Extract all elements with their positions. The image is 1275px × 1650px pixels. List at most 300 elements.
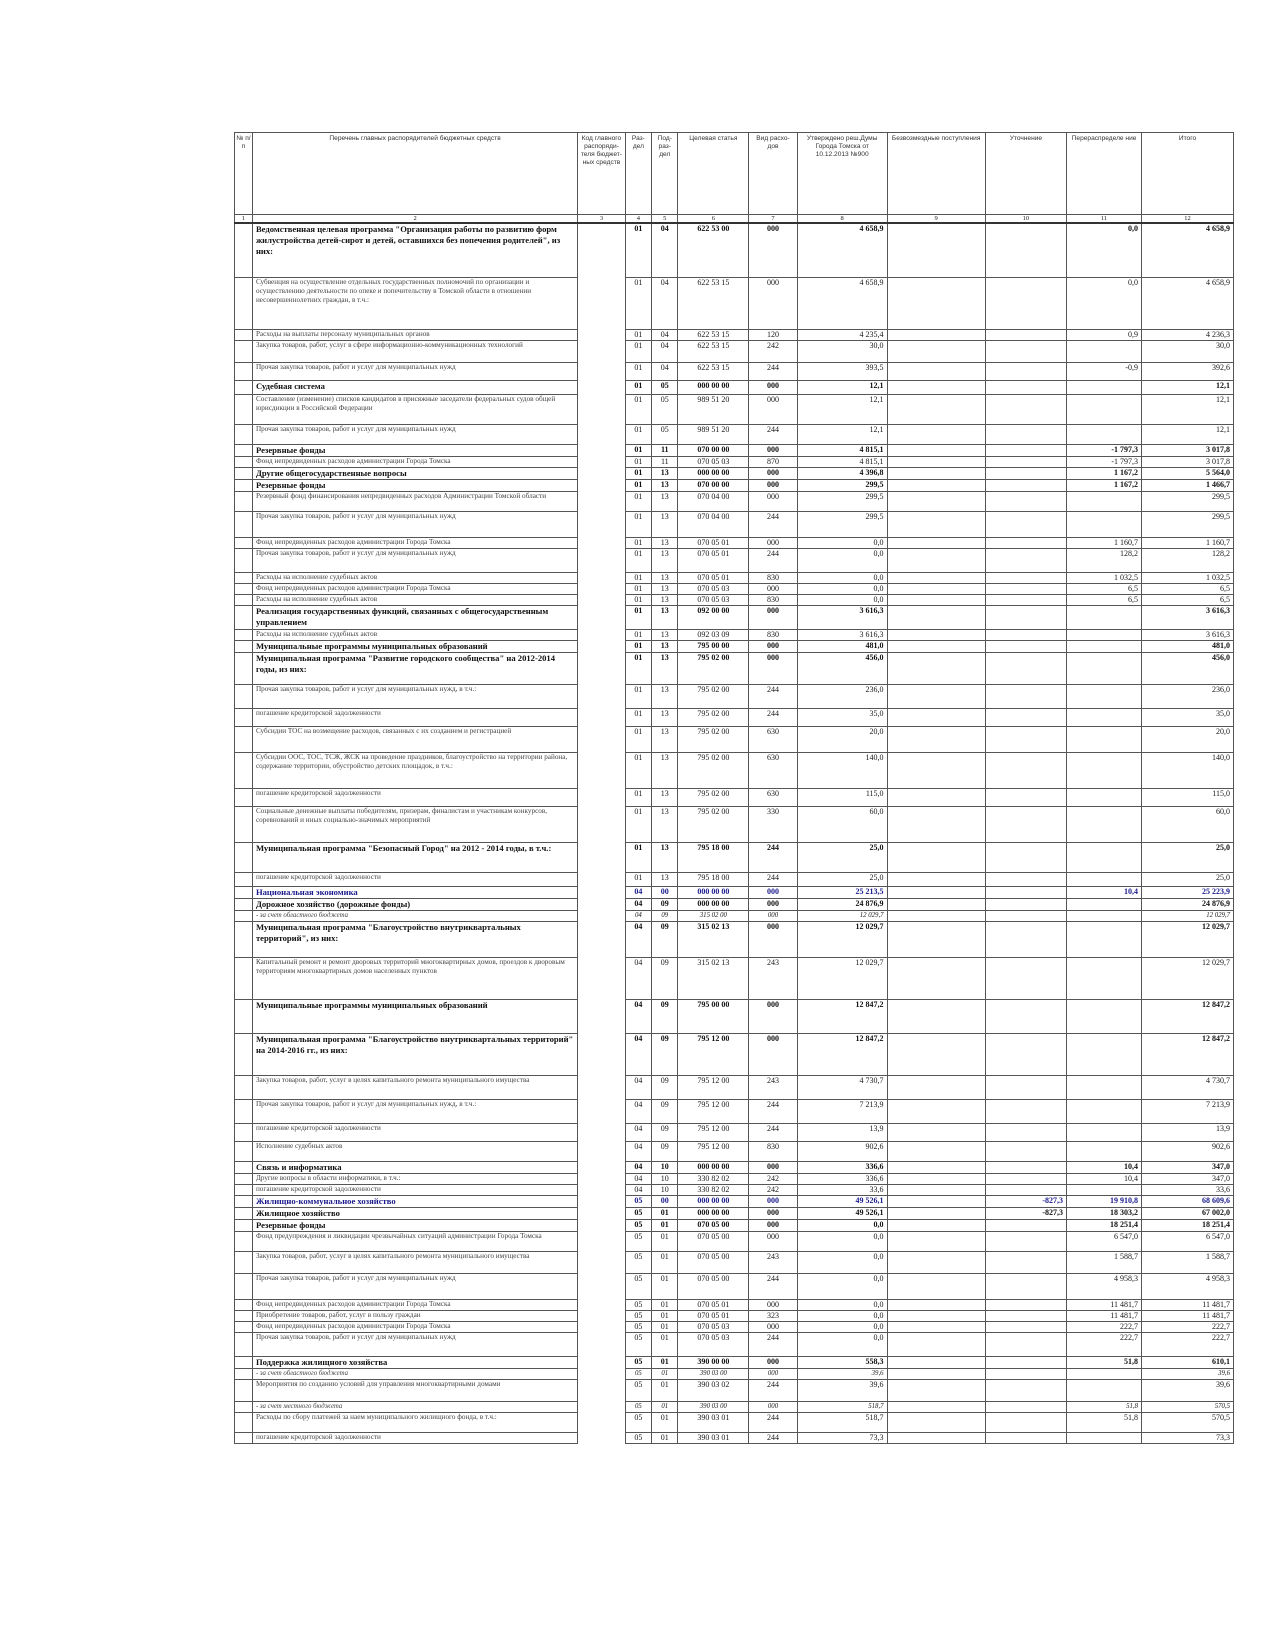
cell-expense-type: 000 [749, 1207, 798, 1219]
cell-approved: 60,0 [797, 806, 887, 842]
cell-subsection: 11 [652, 444, 678, 456]
cell-number [235, 456, 253, 467]
cell-grants [887, 1195, 985, 1207]
cell-subsection: 01 [652, 1207, 678, 1219]
cell-expense-type: 244 [749, 362, 798, 380]
colnum: 7 [749, 215, 798, 224]
cell-subsection: 01 [652, 1219, 678, 1231]
cell-name: Поддержка жилищного хозяйства [252, 1356, 577, 1368]
header-grants: Безвозмездные поступления [887, 133, 985, 215]
cell-total: 3 616,3 [1142, 629, 1234, 640]
cell-subsection: 05 [652, 424, 678, 444]
header-number: № п/п [235, 133, 253, 215]
cell-expense-type: 244 [749, 424, 798, 444]
cell-redistribution [1067, 1123, 1142, 1141]
cell-grbs-code [578, 1231, 626, 1251]
cell-subsection: 13 [652, 537, 678, 548]
cell-number [235, 1219, 253, 1231]
cell-name: Резервные фонды [252, 1219, 577, 1231]
cell-name: Муниципальная программа "Благоустройство внутриквартальных территорий" на 2014-2016 гг., из них: [252, 1033, 577, 1075]
cell-target-article: 000 00 00 [678, 1207, 749, 1219]
cell-total: 18 251,4 [1142, 1219, 1234, 1231]
cell-grants [887, 1332, 985, 1356]
cell-subsection: 04 [652, 340, 678, 362]
cell-approved: 4 815,1 [797, 444, 887, 456]
cell-approved: 4 815,1 [797, 456, 887, 467]
cell-name: Закупка товаров, работ, услуг в сфере информационно-коммуникационных технологий [252, 340, 577, 362]
cell-grants [887, 1141, 985, 1161]
cell-expense-type: 000 [749, 898, 798, 910]
cell-expense-type: 244 [749, 708, 798, 726]
cell-clarification [985, 1321, 1066, 1332]
cell-redistribution: -1 797,3 [1067, 444, 1142, 456]
cell-target-article: 795 02 00 [678, 752, 749, 788]
cell-subsection: 13 [652, 842, 678, 872]
cell-redistribution [1067, 910, 1142, 921]
budget-table [234, 132, 1234, 1444]
cell-section: 01 [625, 788, 651, 806]
cell-target-article: 795 02 00 [678, 788, 749, 806]
cell-expense-type: 000 [749, 1321, 798, 1332]
cell-name: Дорожное хозяйство (дорожные фонды) [252, 898, 577, 910]
cell-name: Расходы на исполнение судебных актов [252, 572, 577, 583]
cell-grbs-code [578, 999, 626, 1033]
table-row [235, 1321, 1234, 1332]
cell-number [235, 594, 253, 605]
cell-total: 60,0 [1142, 806, 1234, 842]
cell-name: Субвенция на осуществление отдельных государственных полномочий по организации и осуществлению деятельности по опеке и попечительству в Томской области в отношении несовершеннолетних граждан, в т.ч.: [252, 277, 577, 329]
cell-target-article: 795 02 00 [678, 708, 749, 726]
cell-grbs-code [578, 1195, 626, 1207]
cell-section: 01 [625, 572, 651, 583]
table-row [235, 1401, 1234, 1412]
cell-target-article: 390 00 00 [678, 1356, 749, 1368]
cell-number [235, 380, 253, 394]
cell-expense-type: 244 [749, 1332, 798, 1356]
cell-total: 3 017,8 [1142, 444, 1234, 456]
cell-section: 01 [625, 394, 651, 424]
cell-grbs-code [578, 424, 626, 444]
cell-expense-type: 000 [749, 910, 798, 921]
cell-target-article: 795 02 00 [678, 726, 749, 752]
cell-expense-type: 120 [749, 329, 798, 340]
cell-expense-type: 000 [749, 605, 798, 629]
cell-number [235, 1401, 253, 1412]
cell-subsection: 01 [652, 1432, 678, 1443]
cell-name: Прочая закупка товаров, работ и услуг для муниципальных нужд [252, 1332, 577, 1356]
cell-clarification [985, 999, 1066, 1033]
cell-expense-type: 244 [749, 1273, 798, 1299]
cell-grbs-code [578, 511, 626, 537]
cell-expense-type: 000 [749, 380, 798, 394]
cell-total: 68 609,6 [1142, 1195, 1234, 1207]
cell-expense-type: 830 [749, 572, 798, 583]
cell-clarification [985, 1412, 1066, 1432]
cell-clarification [985, 1273, 1066, 1299]
cell-clarification [985, 479, 1066, 491]
cell-approved: 39,6 [797, 1368, 887, 1379]
cell-grbs-code [578, 548, 626, 572]
cell-number [235, 583, 253, 594]
cell-grants [887, 999, 985, 1033]
cell-clarification [985, 362, 1066, 380]
cell-clarification [985, 842, 1066, 872]
table-row [235, 1184, 1234, 1195]
table-row [235, 886, 1234, 898]
table-row [235, 537, 1234, 548]
cell-name: Муниципальные программы муниципальных образований [252, 640, 577, 652]
cell-total: 7 213,9 [1142, 1099, 1234, 1123]
cell-grbs-code [578, 629, 626, 640]
cell-name: Другие общегосударственные вопросы [252, 467, 577, 479]
cell-total: 25,0 [1142, 872, 1234, 886]
cell-grants [887, 788, 985, 806]
cell-subsection: 13 [652, 684, 678, 708]
cell-grants [887, 957, 985, 999]
cell-section: 05 [625, 1207, 651, 1219]
cell-subsection: 13 [652, 652, 678, 684]
cell-subsection: 10 [652, 1161, 678, 1173]
cell-name: погашение кредиторской задолженности [252, 788, 577, 806]
cell-target-article: 070 04 00 [678, 511, 749, 537]
cell-name: Расходы на выплаты персоналу муниципальных органов [252, 329, 577, 340]
table-body [235, 223, 1234, 1443]
cell-name: Резервный фонд финансирования непредвиденных расходов Администрации Томской области [252, 491, 577, 511]
cell-number [235, 1123, 253, 1141]
cell-subsection: 09 [652, 1033, 678, 1075]
cell-clarification [985, 1401, 1066, 1412]
cell-clarification [985, 921, 1066, 957]
cell-total: 347,0 [1142, 1161, 1234, 1173]
cell-name: погашение кредиторской задолженности [252, 1432, 577, 1443]
table-row [235, 629, 1234, 640]
cell-redistribution [1067, 424, 1142, 444]
cell-grants [887, 1379, 985, 1401]
cell-grbs-code [578, 1368, 626, 1379]
cell-approved: 12,1 [797, 424, 887, 444]
colnum: 12 [1142, 215, 1234, 224]
cell-name: Муниципальная программа "Развитие городского сообщества" на 2012-2014 годы, из них: [252, 652, 577, 684]
cell-section: 04 [625, 1184, 651, 1195]
cell-total: 902,6 [1142, 1141, 1234, 1161]
cell-redistribution: 19 910,8 [1067, 1195, 1142, 1207]
cell-expense-type: 000 [749, 999, 798, 1033]
cell-target-article: 070 05 00 [678, 1231, 749, 1251]
cell-grbs-code [578, 640, 626, 652]
cell-approved: 12,1 [797, 380, 887, 394]
cell-clarification [985, 752, 1066, 788]
cell-section: 05 [625, 1219, 651, 1231]
cell-approved: 49 526,1 [797, 1195, 887, 1207]
cell-name: Закупка товаров, работ, услуг в целях капитального ремонта муниципального имущества [252, 1075, 577, 1099]
cell-number [235, 788, 253, 806]
cell-name: Прочая закупка товаров, работ и услуг для муниципальных нужд [252, 424, 577, 444]
cell-subsection: 01 [652, 1401, 678, 1412]
cell-subsection: 09 [652, 1123, 678, 1141]
cell-grbs-code [578, 1075, 626, 1099]
cell-number [235, 752, 253, 788]
cell-subsection: 13 [652, 583, 678, 594]
cell-redistribution [1067, 340, 1142, 362]
cell-target-article: 070 05 03 [678, 583, 749, 594]
cell-clarification [985, 629, 1066, 640]
table-row [235, 491, 1234, 511]
cell-clarification [985, 537, 1066, 548]
cell-section: 05 [625, 1299, 651, 1310]
cell-redistribution [1067, 1099, 1142, 1123]
cell-name: Другие вопросы в области информатики, в т.ч.: [252, 1173, 577, 1184]
cell-number [235, 1231, 253, 1251]
cell-number [235, 910, 253, 921]
cell-target-article: 000 00 00 [678, 380, 749, 394]
cell-approved: 3 616,3 [797, 629, 887, 640]
cell-expense-type: 243 [749, 1075, 798, 1099]
cell-grants [887, 886, 985, 898]
table-row [235, 572, 1234, 583]
cell-grbs-code [578, 277, 626, 329]
cell-expense-type: 000 [749, 277, 798, 329]
cell-name: Расходы на исполнение судебных актов [252, 629, 577, 640]
cell-grants [887, 1184, 985, 1195]
cell-clarification: -827,3 [985, 1207, 1066, 1219]
cell-section: 01 [625, 583, 651, 594]
cell-clarification [985, 957, 1066, 999]
cell-approved: 0,0 [797, 594, 887, 605]
cell-approved: 4 658,9 [797, 277, 887, 329]
cell-section: 01 [625, 652, 651, 684]
table-row [235, 1207, 1234, 1219]
cell-redistribution [1067, 1432, 1142, 1443]
cell-total: 1 588,7 [1142, 1251, 1234, 1273]
cell-subsection: 13 [652, 872, 678, 886]
cell-section: 01 [625, 329, 651, 340]
table-row [235, 999, 1234, 1033]
cell-redistribution: 10,4 [1067, 1173, 1142, 1184]
cell-section: 01 [625, 640, 651, 652]
cell-total: 12 029,7 [1142, 921, 1234, 957]
cell-subsection: 10 [652, 1184, 678, 1195]
cell-name: Жилищное хозяйство [252, 1207, 577, 1219]
cell-grbs-code [578, 806, 626, 842]
cell-total: 30,0 [1142, 340, 1234, 362]
cell-approved: 299,5 [797, 479, 887, 491]
cell-target-article: 092 03 09 [678, 629, 749, 640]
cell-grants [887, 1207, 985, 1219]
cell-section: 01 [625, 340, 651, 362]
cell-total: 392,6 [1142, 362, 1234, 380]
cell-grbs-code [578, 788, 626, 806]
cell-grants [887, 362, 985, 380]
cell-approved: 4 730,7 [797, 1075, 887, 1099]
column-number-row [235, 215, 1234, 224]
cell-target-article: 795 02 00 [678, 652, 749, 684]
cell-grants [887, 511, 985, 537]
cell-grbs-code [578, 329, 626, 340]
cell-grbs-code [578, 708, 626, 726]
cell-grants [887, 456, 985, 467]
cell-grants [887, 1368, 985, 1379]
cell-grbs-code [578, 898, 626, 910]
cell-total: 128,2 [1142, 548, 1234, 572]
cell-clarification [985, 1368, 1066, 1379]
cell-number [235, 1173, 253, 1184]
cell-target-article: 795 18 00 [678, 872, 749, 886]
table-row [235, 594, 1234, 605]
header-total: Итого [1142, 133, 1234, 215]
cell-section: 05 [625, 1356, 651, 1368]
cell-grants [887, 424, 985, 444]
cell-expense-type: 244 [749, 1379, 798, 1401]
cell-section: 01 [625, 537, 651, 548]
cell-expense-type: 244 [749, 511, 798, 537]
cell-number [235, 1207, 253, 1219]
cell-name: Национальная экономика [252, 886, 577, 898]
cell-grants [887, 726, 985, 752]
cell-target-article: 622 53 15 [678, 362, 749, 380]
cell-subsection: 05 [652, 394, 678, 424]
header-expense-type: Вид расхо- дов [749, 133, 798, 215]
cell-total: 347,0 [1142, 1173, 1234, 1184]
colnum: 11 [1067, 215, 1142, 224]
cell-total: 39,6 [1142, 1368, 1234, 1379]
cell-total: 299,5 [1142, 491, 1234, 511]
table-row [235, 788, 1234, 806]
cell-name: Приобретение товаров, работ, услуг в пользу граждан [252, 1310, 577, 1321]
cell-subsection: 00 [652, 886, 678, 898]
cell-subsection: 10 [652, 1173, 678, 1184]
cell-total: 456,0 [1142, 652, 1234, 684]
cell-approved: 73,3 [797, 1432, 887, 1443]
header-target-article: Целевая статья [678, 133, 749, 215]
cell-number [235, 1412, 253, 1432]
table-row [235, 277, 1234, 329]
cell-grants [887, 223, 985, 277]
cell-name: Прочая закупка товаров, работ и услуг для муниципальных нужд [252, 548, 577, 572]
cell-grbs-code [578, 1207, 626, 1219]
cell-target-article: 795 02 00 [678, 684, 749, 708]
cell-target-article: 000 00 00 [678, 898, 749, 910]
cell-grants [887, 340, 985, 362]
cell-clarification [985, 652, 1066, 684]
cell-approved: 0,0 [797, 1310, 887, 1321]
cell-grants [887, 1123, 985, 1141]
table-row [235, 223, 1234, 277]
cell-number [235, 1379, 253, 1401]
cell-number [235, 340, 253, 362]
header-section: Раз- дел [625, 133, 651, 215]
cell-total: 4 658,9 [1142, 223, 1234, 277]
cell-section: 04 [625, 1075, 651, 1099]
cell-approved: 0,0 [797, 1321, 887, 1332]
cell-target-article: 070 05 00 [678, 1219, 749, 1231]
cell-grbs-code [578, 1141, 626, 1161]
cell-number [235, 726, 253, 752]
cell-redistribution [1067, 708, 1142, 726]
cell-grbs-code [578, 921, 626, 957]
cell-expense-type: 323 [749, 1310, 798, 1321]
cell-target-article: 795 12 00 [678, 1075, 749, 1099]
cell-grbs-code [578, 1412, 626, 1432]
cell-subsection: 01 [652, 1332, 678, 1356]
table-row [235, 380, 1234, 394]
cell-grbs-code [578, 872, 626, 886]
cell-number [235, 394, 253, 424]
cell-redistribution [1067, 752, 1142, 788]
cell-redistribution [1067, 957, 1142, 999]
cell-subsection: 13 [652, 511, 678, 537]
cell-approved: 518,7 [797, 1401, 887, 1412]
cell-section: 04 [625, 957, 651, 999]
cell-grants [887, 1321, 985, 1332]
cell-expense-type: 244 [749, 1123, 798, 1141]
cell-grbs-code [578, 340, 626, 362]
cell-approved: 518,7 [797, 1412, 887, 1432]
cell-grants [887, 1432, 985, 1443]
cell-grants [887, 491, 985, 511]
cell-redistribution [1067, 842, 1142, 872]
table-row [235, 1368, 1234, 1379]
cell-section: 04 [625, 999, 651, 1033]
cell-target-article: 315 02 13 [678, 957, 749, 999]
cell-clarification [985, 684, 1066, 708]
cell-expense-type: 000 [749, 537, 798, 548]
table-row [235, 1075, 1234, 1099]
cell-total: 6,5 [1142, 583, 1234, 594]
cell-subsection: 01 [652, 1321, 678, 1332]
cell-clarification [985, 467, 1066, 479]
cell-section: 04 [625, 1161, 651, 1173]
cell-clarification [985, 583, 1066, 594]
cell-number [235, 491, 253, 511]
table-row [235, 806, 1234, 842]
cell-total: 236,0 [1142, 684, 1234, 708]
table-row [235, 957, 1234, 999]
cell-grbs-code [578, 886, 626, 898]
cell-grbs-code [578, 1033, 626, 1075]
table-row [235, 340, 1234, 362]
table-row [235, 898, 1234, 910]
cell-target-article: 070 05 03 [678, 1332, 749, 1356]
cell-name: Фонд непредвиденных расходов администрации Города Томска [252, 583, 577, 594]
cell-clarification [985, 511, 1066, 537]
cell-grbs-code [578, 726, 626, 752]
cell-grbs-code [578, 1321, 626, 1332]
cell-number [235, 1432, 253, 1443]
cell-expense-type: 630 [749, 726, 798, 752]
cell-number [235, 1195, 253, 1207]
cell-total: 610,1 [1142, 1356, 1234, 1368]
cell-approved: 35,0 [797, 708, 887, 726]
cell-target-article: 795 02 00 [678, 806, 749, 842]
cell-clarification [985, 640, 1066, 652]
cell-clarification [985, 1161, 1066, 1173]
cell-approved: 12 029,7 [797, 921, 887, 957]
cell-subsection: 01 [652, 1299, 678, 1310]
cell-expense-type: 244 [749, 684, 798, 708]
cell-redistribution: 1 167,2 [1067, 479, 1142, 491]
cell-number [235, 640, 253, 652]
table-row [235, 1161, 1234, 1173]
table-row [235, 1332, 1234, 1356]
cell-total: 6,5 [1142, 594, 1234, 605]
cell-name: Резервные фонды [252, 479, 577, 491]
cell-target-article: 092 00 00 [678, 605, 749, 629]
cell-approved: 0,0 [797, 537, 887, 548]
cell-grbs-code [578, 1379, 626, 1401]
cell-clarification [985, 340, 1066, 362]
table-header-row [235, 133, 1234, 215]
cell-approved: 33,6 [797, 1184, 887, 1195]
